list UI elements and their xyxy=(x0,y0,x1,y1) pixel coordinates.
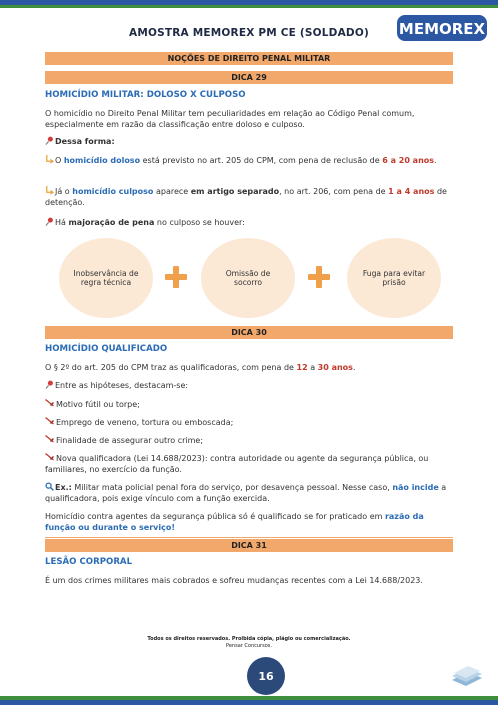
plus-icon xyxy=(307,265,331,289)
footer-rights: Todos os direitos reservados. Proibida cópia, plágio ou comercialização. xyxy=(147,636,351,642)
majoracao-line: Há majoração de pena no culposo se houver: xyxy=(45,217,455,228)
dica-31-text: É um dos crimes militares mais cobrados e sofreu mudanças recentes com a Lei 14.688/2023. xyxy=(45,576,423,585)
bubble-regra-tecnica: Inobservância de regra técnica xyxy=(59,238,153,318)
top-color-bar xyxy=(0,0,498,7)
dessa-forma-line: Dessa forma: xyxy=(45,136,455,147)
list-item: Finalidade de assegurar outro crime; xyxy=(45,435,455,446)
sword-icon xyxy=(45,453,55,461)
dica-29-banner: DICA 29 xyxy=(45,71,453,84)
memorex-logo xyxy=(396,13,488,43)
divider xyxy=(45,537,453,538)
section-banner: NOÇÕES DE DIREITO PENAL MILITAR xyxy=(45,52,453,65)
logo-text: MEMOREX xyxy=(398,20,486,38)
sword-icon xyxy=(45,435,55,443)
dica-30-banner: DICA 30 xyxy=(45,326,453,339)
sword-icon xyxy=(45,399,55,407)
pushpin-icon xyxy=(45,136,54,145)
hipoteses-line: Entre as hipóteses, destacam-se: xyxy=(45,380,455,391)
plus-icon xyxy=(164,265,188,289)
final-paragraph: Homicídio contra agentes da segurança pública só é qualificado se for praticado em razão da função ou durante o serviço! xyxy=(45,512,424,532)
dica-30-heading: HOMICÍDIO QUALIFICADO xyxy=(45,344,168,354)
dessa-forma-label: Dessa forma xyxy=(55,137,112,146)
example-paragraph: Ex.: Militar mata policial penal fora do serviço, por desavença pessoal. Nesse caso, não incide a qualificadora, pois exige vínculo com a função exercida. xyxy=(45,483,447,503)
list-item: Emprego de veneno, tortura ou emboscada; xyxy=(45,417,455,428)
page-number: 16 xyxy=(247,657,285,695)
sword-icon xyxy=(45,417,55,425)
bubble-fuga-prisao: Fuga para evitar prisão xyxy=(347,238,441,318)
bottom-color-bar xyxy=(0,696,498,705)
dica-29-heading: HOMICÍDIO MILITAR: DOLOSO X CULPOSO xyxy=(45,90,246,100)
doloso-paragraph: O homicídio doloso está previsto no art. 205 do CPM, com pena de reclusão de 6 a 20 anos. xyxy=(45,155,455,166)
qualificadoras-paragraph: O § 2º do art. 205 do CPM traz as qualificadoras, com pena de 12 a 30 anos. xyxy=(45,363,356,372)
dica-29-intro: O homicídio no Direito Penal Militar tem peculiaridades em relação ao Código Penal comum, especialmente em razão da classificação entre doloso e culposo. xyxy=(45,109,415,129)
arrow-return-icon xyxy=(45,155,54,164)
dica-31-banner: DICA 31 xyxy=(45,539,453,552)
arrow-return-icon xyxy=(45,186,54,195)
bottom-blue-stripe xyxy=(0,700,498,705)
pushpin-icon xyxy=(45,380,54,389)
books-icon xyxy=(450,664,484,688)
list-item: Nova qualificadora (Lei 14.688/2023): contra autoridade ou agente da segurança pública, ou familiares, no exercício da função. xyxy=(45,454,429,474)
dica-31-heading: LESÃO CORPORAL xyxy=(45,557,133,567)
list-item: Motivo fútil ou torpe; xyxy=(45,399,455,410)
magnifier-icon xyxy=(45,482,54,491)
footer-brand: Pensar Concursos. xyxy=(226,643,272,649)
top-green-stripe xyxy=(0,5,498,8)
culposo-paragraph: Já o homicídio culposo aparece em artigo separado, no art. 206, com pena de 1 a 4 anos de detenção. xyxy=(45,187,447,207)
bubble-omissao-socorro: Omissão de socorro xyxy=(201,238,295,318)
pushpin-icon xyxy=(45,217,54,226)
document-title: AMOSTRA MEMOREX PM CE (SOLDADO) xyxy=(129,27,369,39)
